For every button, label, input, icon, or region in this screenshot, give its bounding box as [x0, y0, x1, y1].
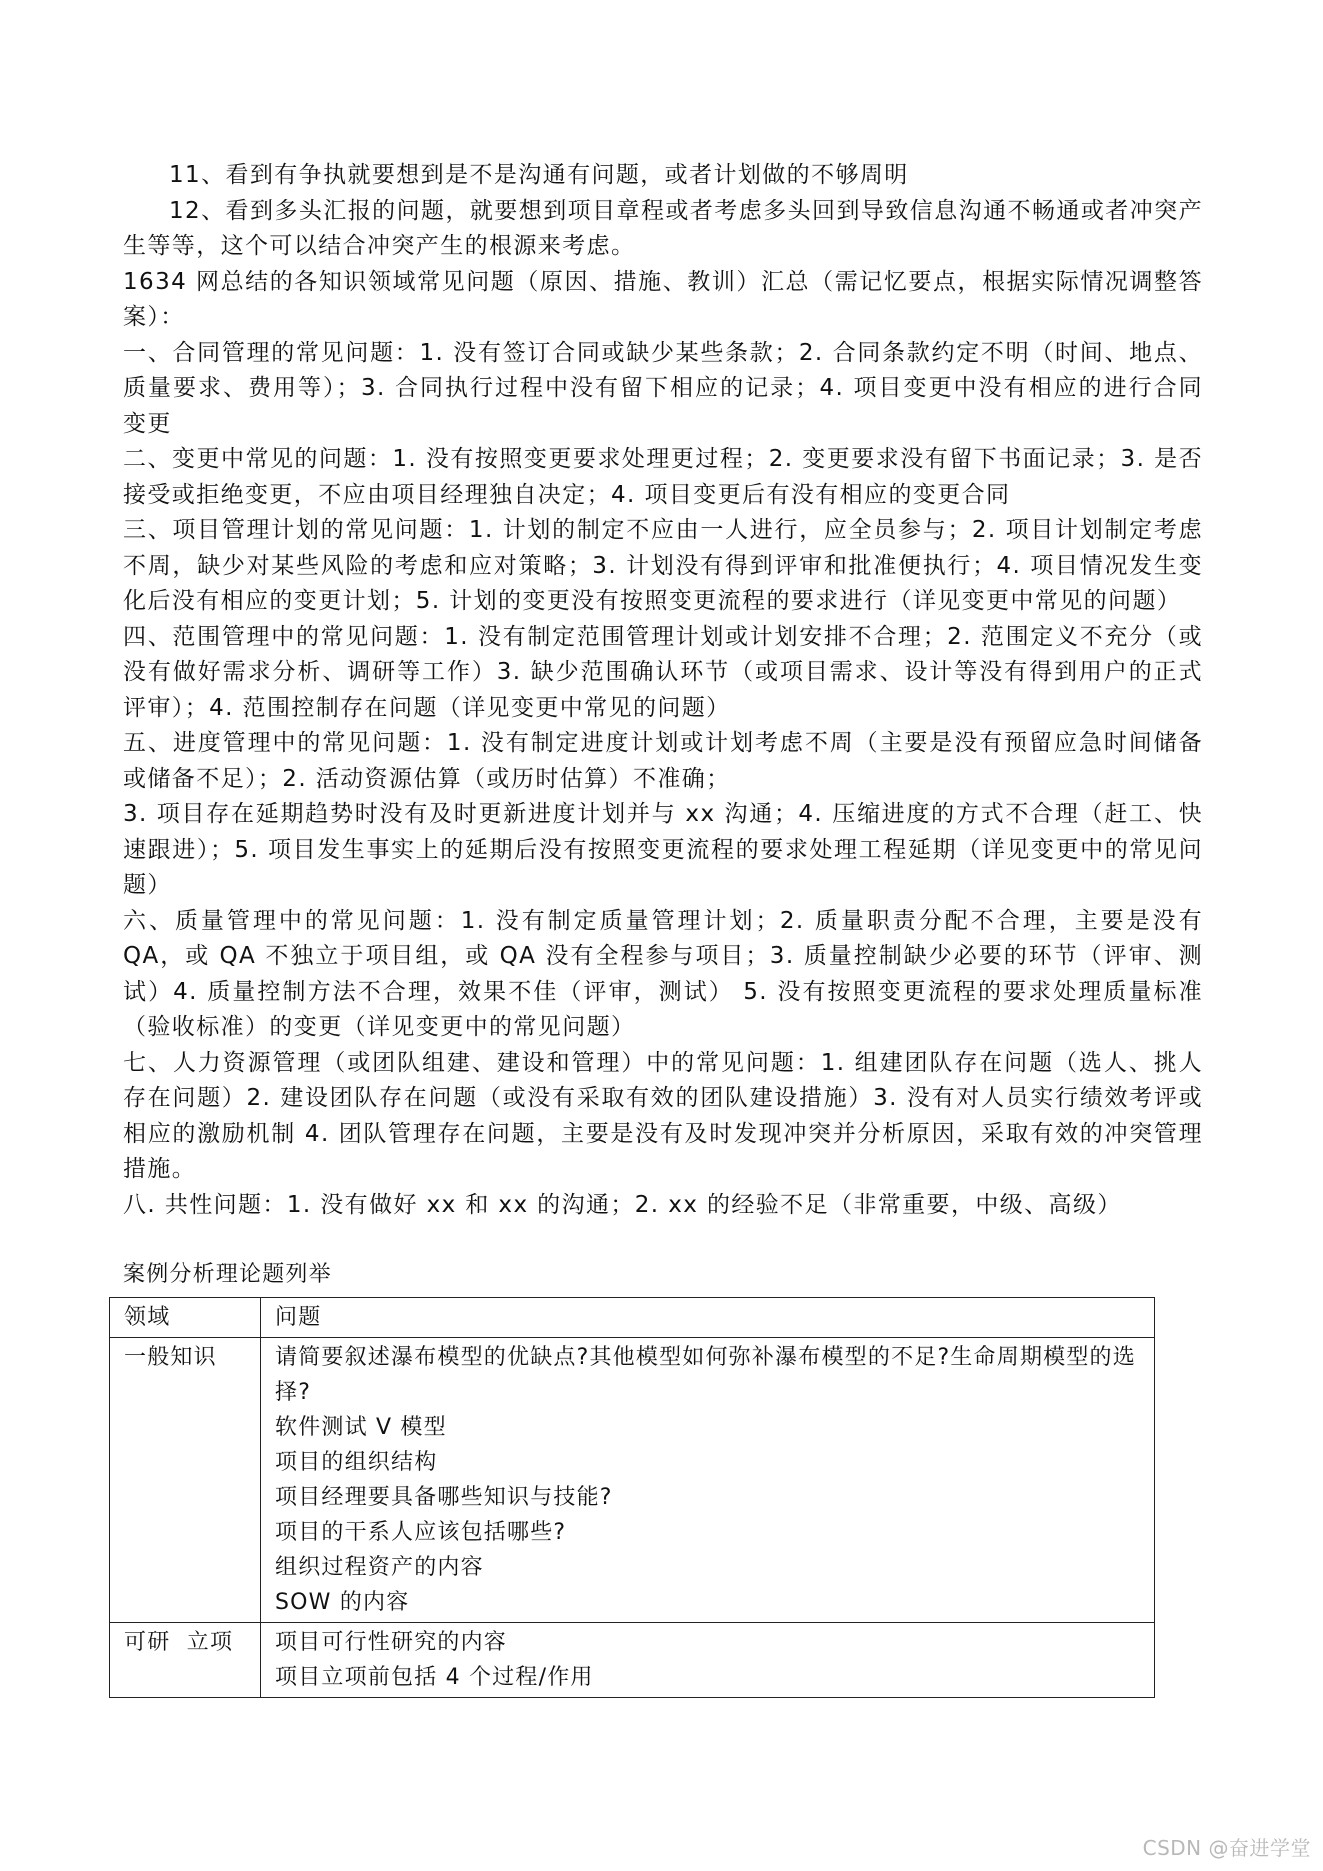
question-item: 项目的干系人应该包括哪些?: [275, 1520, 567, 1545]
csdn-watermark: CSDN @奋进学堂: [1142, 1836, 1311, 1860]
paragraph-scope-issues: 四、范围管理中的常见问题：1. 没有制定范围管理计划或计划安排不合理；2. 范围定义不充分（或没有做好需求分析、调研等工作）3. 缺少范围确认环节（或项目需求、设计等没有得到用户的正式评审）；4. 范围控制存在问题（详见变更中常见的问题）: [123, 623, 1203, 721]
question-item: 项目的组织结构: [275, 1450, 438, 1475]
paragraph-schedule-issues-cont: 3. 项目存在延期趋势时没有及时更新进度计划并与 xx 沟通；4. 压缩进度的方式不合理（赶工、快速跟进）；5. 项目发生事实上的延期后没有按照变更流程的要求处理工程延期（详见变更中的常见问题）: [123, 801, 1203, 898]
paragraph-change-issues: 二、变更中常见的问题：1. 没有按照变更要求处理更过程；2. 变更要求没有留下书面记录；3. 是否接受或拒绝变更，不应由项目经理独自决定；4. 项目变更后有没有相应的变更合同: [123, 446, 1203, 508]
paragraph-11: 11、看到有争执就要想到是不是沟通有问题，或者计划做的不够周明: [169, 162, 909, 188]
paragraph-12: 12、看到多头汇报的问题，就要想到项目章程或者考虑多头回到导致信息沟通不畅通或者冲突产生等等，这个可以结合冲突产生的根源来考虑。: [123, 197, 1203, 259]
table-row: [110, 1338, 1155, 1623]
paragraph-contract-management: 一、合同管理的常见问题：1. 没有签订合同或缺少某些条款；2. 合同条款约定不明（时间、地点、质量要求、费用等）；3. 合同执行过程中没有留下相应的记录；4. 项目变更中没有相应的进行合同变更: [123, 339, 1203, 437]
question-item: 请简要叙述瀑布模型的优缺点?其他模型如何弥补瀑布模型的不足?生命周期模型的选择?: [275, 1345, 1136, 1405]
case-table-title: 案例分析理论题列举: [123, 1262, 332, 1287]
table-cell-questions: [261, 1623, 1155, 1698]
question-item: 软件测试 V 模型: [275, 1415, 447, 1440]
case-analysis-table: [109, 1297, 1155, 1698]
paragraph-hr-issues: 七、人力资源管理（或团队组建、建设和管理）中的常见问题：1. 组建团队存在问题（选人、挑人存在问题）2. 建设团队存在问题（或没有采取有效的团队建设措施）3. 没有对人员实行绩效考评或相应的激励机制 4. 团队管理存在问题，主要是没有及时发现冲突并分析原因，采取有效的冲突管理措施。: [123, 1049, 1203, 1182]
paragraph-quality-issues: 六、质量管理中的常见问题：1. 没有制定质量管理计划；2. 质量职责分配不合理，主要是没有 QA，或 QA 不独立于项目组，或 QA 没有全程参与项目；3. 质量控制缺少必要的环节（评审、测试）4. 质量控制方法不合理，效果不佳（评审，测试） 5. 没有按照变更流程的要求处理质量标准（验收标准）的变更（详见变更中的常见问题）: [123, 907, 1203, 1040]
paragraph-schedule-issues: 五、进度管理中的常见问题：1. 没有制定进度计划或计划考虑不周（主要是没有预留应急时间储备或储备不足）；2. 活动资源估算（或历时估算）不准确；: [123, 730, 1203, 792]
question-item: 项目经理要具备哪些知识与技能?: [275, 1485, 613, 1510]
question-item: 项目可行性研究的内容: [275, 1630, 508, 1655]
table-cell-domain: 一般知识: [110, 1338, 261, 1623]
table-cell-domain: 可研 立项: [110, 1623, 261, 1698]
paragraph-common-issues: 八. 共性问题：1. 没有做好 xx 和 xx 的沟通；2. xx 的经验不足（非常重要，中级、高级）: [123, 1191, 1122, 1218]
question-item: 组织过程资产的内容: [275, 1555, 484, 1580]
table-header-domain: 领域: [110, 1298, 261, 1338]
table-row: [110, 1623, 1155, 1698]
question-item: SOW 的内容: [275, 1590, 410, 1615]
table-header-row: [110, 1298, 1155, 1338]
paragraph-summary-intro: 1634 网总结的各知识领域常见问题（原因、措施、教训）汇总（需记忆要点，根据实际情况调整答案）：: [123, 268, 1203, 330]
table-cell-questions: [261, 1338, 1155, 1623]
table-header-question: 问题: [261, 1298, 1155, 1338]
paragraph-plan-issues: 三、项目管理计划的常见问题：1. 计划的制定不应由一人进行，应全员参与；2. 项目计划制定考虑不周，缺少对某些风险的考虑和应对策略；3. 计划没有得到评审和批准便执行；4. 项目情况发生变化后没有相应的变更计划；5. 计划的变更没有按照变更流程的要求进行（详见变更中常见的问题）: [123, 517, 1203, 614]
question-item: 项目立项前包括 4 个过程/作用: [275, 1665, 594, 1690]
document-body: [123, 158, 1203, 1698]
